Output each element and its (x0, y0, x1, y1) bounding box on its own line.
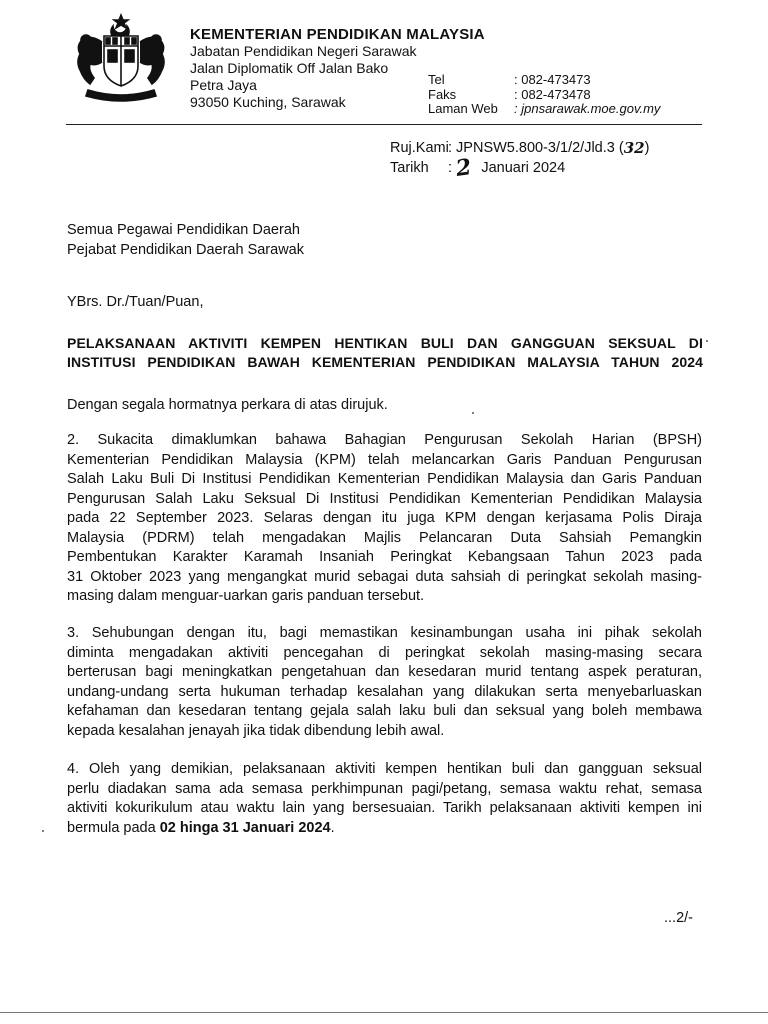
date-label: Tarikh (390, 160, 429, 176)
paragraph-line: masing dalam menguar-uarkan garis panduan tersebut. (67, 588, 425, 604)
paragraph-line: 31 Oktober 2023 yang mengangkat murid sebagai duta sahsiah di peringkat sekolah masing- (67, 568, 702, 585)
paragraph-line: kepada kesalahan jenayah jika tidak dibendung lebih awal. (67, 722, 445, 739)
letterhead-divider (66, 124, 702, 125)
paragraph-line: Kementerian Pendidikan Malaysia (KPM) telah melancarkan Garis Panduan Pengurusan (67, 451, 702, 468)
tel-value: : 082-473473 (514, 72, 591, 87)
paragraph-line: perlu diadakan sama ada semasa perkhimpunan pagi/petang, semasa waktu rehat, semasa (67, 780, 702, 797)
page-continuation-marker: ...2/- (664, 910, 694, 926)
scan-speck (42, 830, 44, 832)
coat-of-arms-icon (66, 12, 176, 102)
paragraph-line: 3. Sehubungan dengan itu, bagi memastikan kesinambungan usaha ini pihak sekolah (67, 625, 702, 641)
paragraph-line: undang-undang serta hukuman terhadap kesalahan yang dilakukan serta menyebarluaskan (67, 683, 702, 700)
ref-handwritten-number: 32 (623, 139, 645, 157)
date-colon: : (448, 160, 453, 176)
ref-label: Ruj.Kami (390, 140, 449, 156)
paragraph-line: Pengurusan Salah Laku Seksual Di Institusi Pendidikan Kementerian Pendidikan Malaysia (67, 490, 702, 507)
paragraph-4 (67, 760, 702, 838)
address-line: Jalan Diplomatik Off Jalan Bako (190, 60, 389, 76)
paragraph-line: berterusan bagi meningkatkan pengetahuan dan kesedaran murid tentang aspek peraturan, (67, 664, 702, 680)
intro-text: Dengan segala hormatnya perkara di atas dirujuk. (67, 397, 388, 413)
page-bottom-edge (0, 1012, 768, 1013)
paragraph-line: aktiviti kokurikulum atau waktu lain yang bersesuaian. Tarikh pelaksanaan aktiviti kempen ini (67, 800, 702, 816)
intro-paragraph (67, 396, 702, 416)
date-range-suffix: . (330, 819, 335, 836)
date-range-bold: 02 hinga 31 Januari 2024 (159, 819, 331, 836)
recipient-line: Pejabat Pendidikan Daerah Sarawak (67, 242, 304, 258)
date-handwritten-day: 2 (454, 154, 474, 182)
ministry-name: KEMENTERIAN PENDIDIKAN MALAYSIA (190, 26, 485, 43)
fax-value: : 082-473478 (514, 86, 591, 102)
paragraph-line: diminta mengadakan aktiviti pencegahan di peringkat sekolah masing-masing secara (67, 644, 702, 661)
scan-speck (706, 340, 708, 342)
contact-block (428, 73, 660, 117)
recipient-line: Semua Pegawai Pendidikan Daerah (67, 222, 300, 238)
address-line: Jabatan Pendidikan Negeri Sarawak (190, 43, 417, 59)
web-label: Laman Web (428, 101, 498, 116)
paragraph-line: 4. Oleh yang demikian, pelaksanaan aktiviti kempen hentikan buli dan gangguan seksual (67, 761, 702, 777)
paragraph-3 (67, 624, 702, 741)
tel-label: Tel (428, 72, 445, 87)
address-line: 93050 Kuching, Sarawak (190, 94, 346, 110)
paragraph-line: pada 22 September 2023. Selaras dengan itu juga KPM dengan kerjasama Polis Diraja (67, 510, 702, 526)
date-value: Januari 2024 (481, 160, 566, 176)
web-value: : jpnsarawak.moe.gov.my (514, 101, 661, 116)
subject-heading (67, 334, 703, 372)
paragraph-line: kefahaman dan kesedaran tentang gejala salah laku buli dan seksual yang boleh membawa (67, 703, 702, 719)
date-range-prefix: bermula pada (67, 819, 160, 836)
paragraph-line: Pembentukan Karakter Karamah Insaniah Peringkat Kebangsaan Tahun 2023 pada (67, 549, 702, 565)
address-line: Petra Jaya (190, 77, 257, 93)
paragraph-line: Malaysia (PDRM) telah mengadakan Majlis Pelancaran Duta Sahsiah Pemangkin (67, 529, 702, 546)
fax-label: Faks (428, 86, 457, 102)
salutation: YBrs. Dr./Tuan/Puan, (67, 294, 204, 310)
scan-speck (472, 412, 474, 414)
subject-line: PELAKSANAAN AKTIVITI KEMPEN HENTIKAN BULI DAN GANGGUAN SEKSUAL DI (67, 335, 703, 351)
ref-value: : JPNSW5.800-3/1/2/Jld.3 ( (448, 140, 624, 156)
reference-block (390, 138, 650, 182)
paragraph-line: Salah Laku Buli Di Institusi Pendidikan Kementerian Pendidikan Malaysia dan Garis Panduan (67, 471, 702, 487)
paragraph-2 (67, 431, 702, 607)
paragraph-line: 2. Sukacita dimaklumkan bahawa Bahagian Pengurusan Sekolah Harian (BPSH) (67, 432, 702, 448)
subject-line: INSTITUSI PENDIDIKAN BAWAH KEMENTERIAN PENDIDIKAN MALAYSIA TAHUN 2024 (67, 354, 703, 370)
ref-close: ) (644, 140, 650, 156)
recipient-block (67, 220, 304, 260)
paragraph-line (67, 819, 702, 839)
